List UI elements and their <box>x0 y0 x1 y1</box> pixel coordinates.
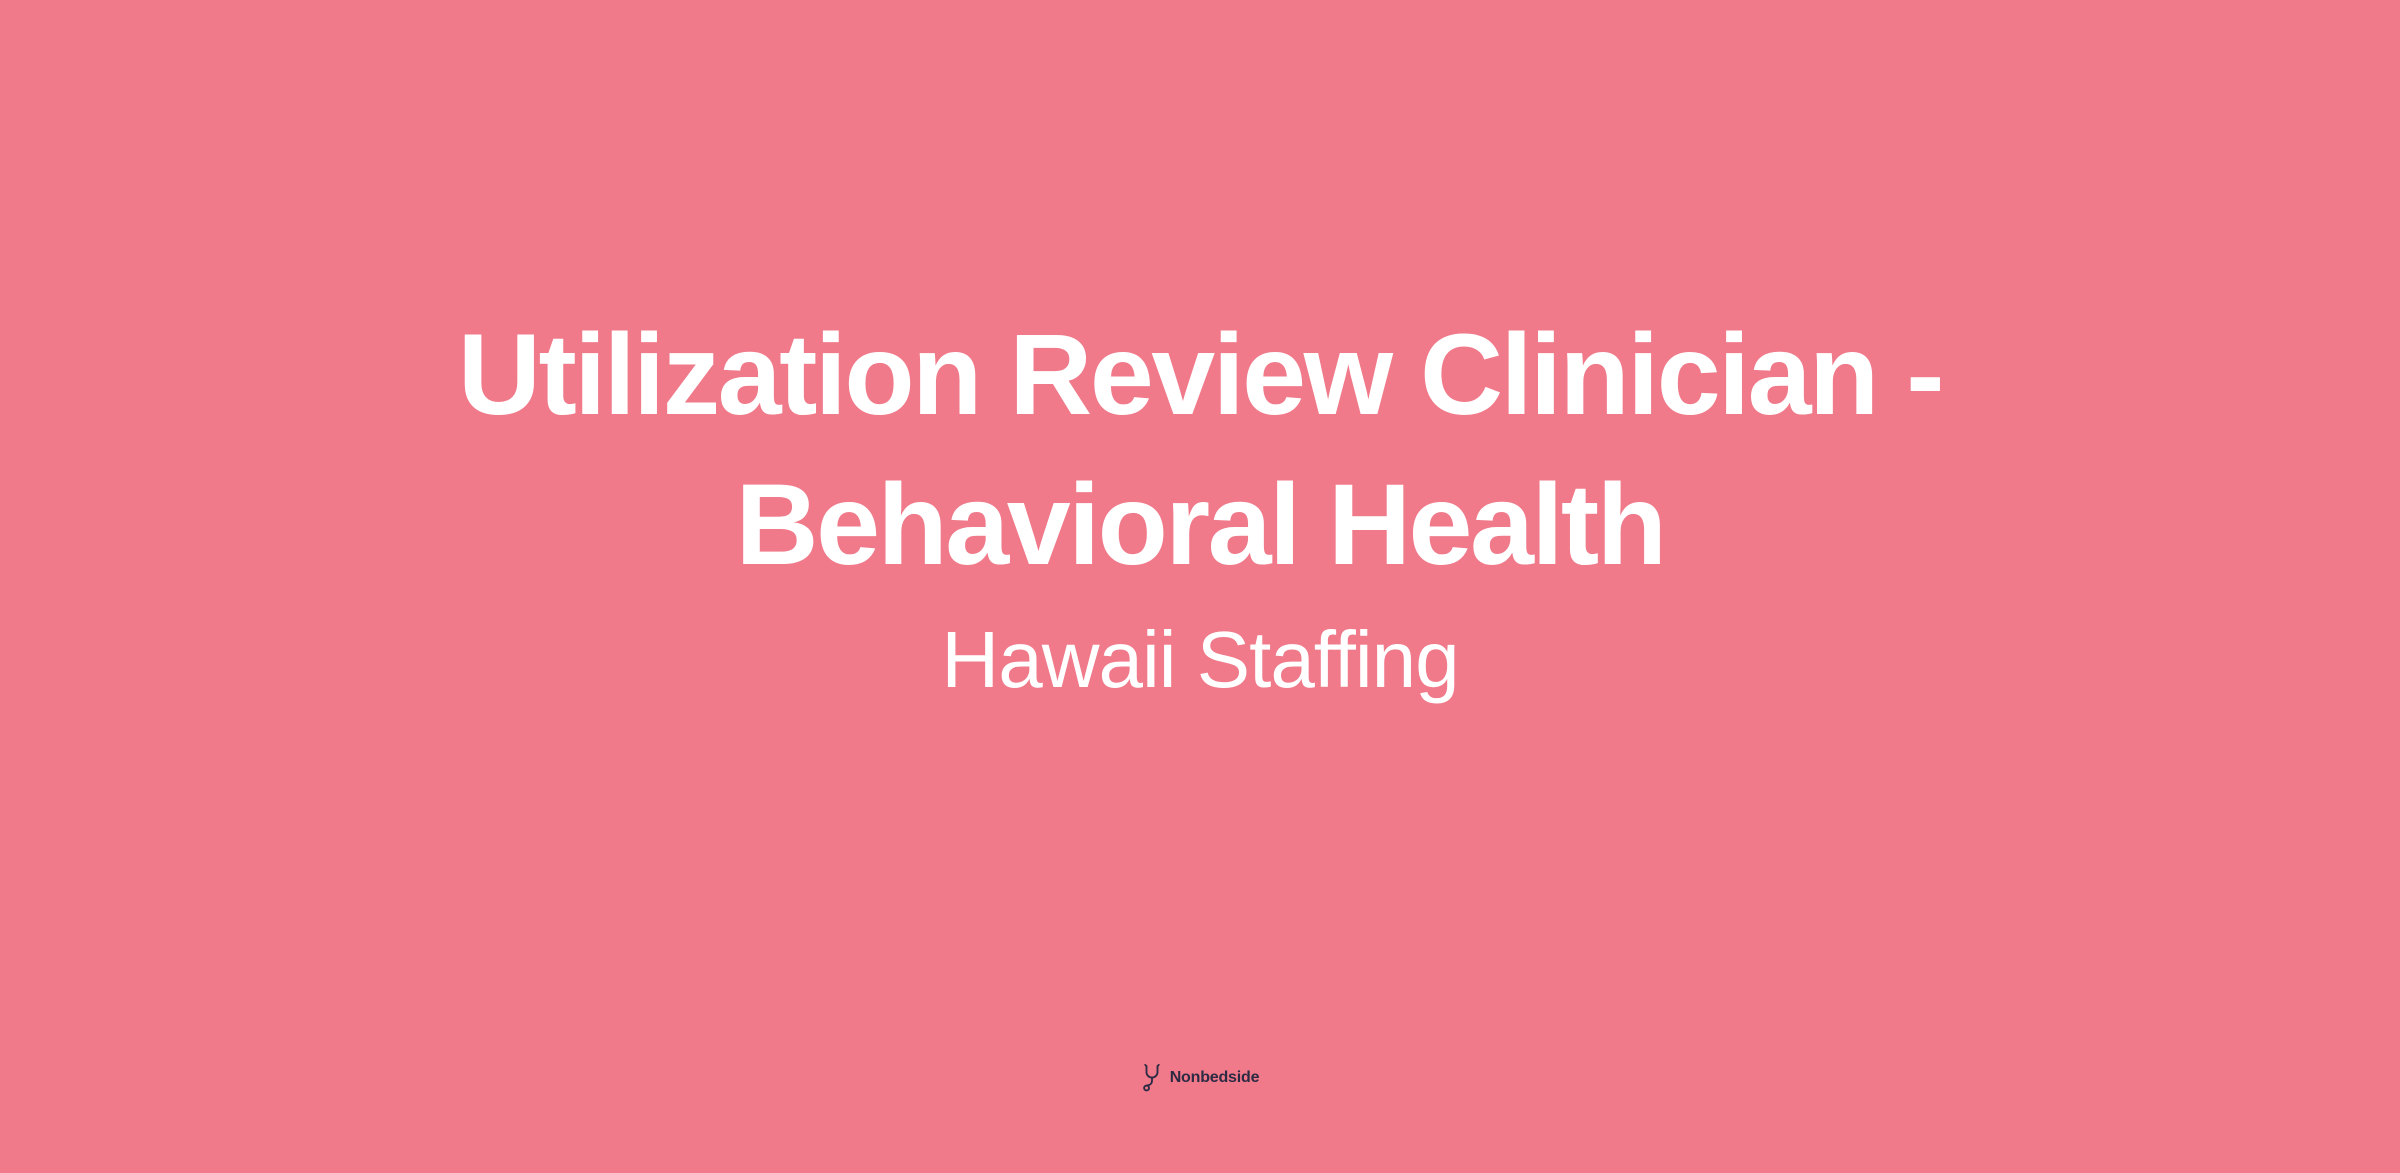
job-title: Utilization Review Clinician - Behavioral Health <box>457 311 1943 589</box>
stethoscope-icon <box>1141 1063 1163 1093</box>
company-name: Hawaii Staffing <box>941 615 1459 704</box>
brand-name: Nonbedside <box>1169 1069 1260 1086</box>
brand-logo <box>0 1063 2400 1093</box>
